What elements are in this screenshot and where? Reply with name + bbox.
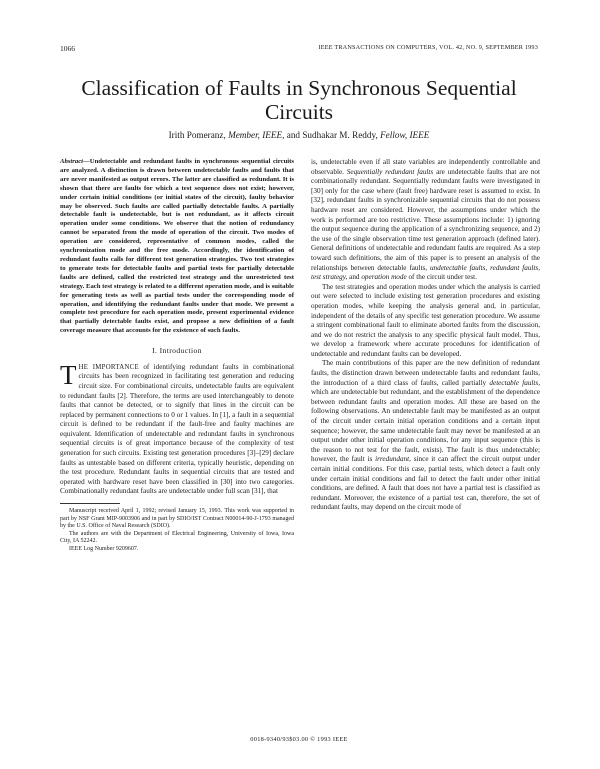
footnote-log-number: IEEE Log Number 9209607. — [69, 546, 139, 552]
rc-text: is, undetectable even if all state variables are independently controllable and observable. — [311, 158, 540, 176]
journal-header: IEEE TRANSACTIONS ON COMPUTERS, VOL. 42, NO. 9, SEPTEMBER 1993 — [318, 44, 538, 51]
rc-text: since it can affect the circuit output under certain initial conditions. For this case, partial tests, which detect a fault only under certain initial conditions and fail to detect the fault under other initial conditions, are defined. A fault that does not have a partial test is classified as redundant. Moreover, the existence of a partial test can, therefore, the set of redundant faults, may depend on the circuit mode of — [311, 455, 541, 512]
copyright-code: 0018-9340/93$03.00 © 1993 IEEE — [250, 736, 348, 743]
rc-text: and — [349, 273, 360, 282]
intro-lead: HE IMPORTANCE — [78, 363, 139, 371]
running-header — [60, 44, 538, 56]
right-paragraph-1 — [311, 158, 540, 283]
footnote-rule — [60, 503, 120, 504]
author-1-role: Member, IEEE, — [228, 130, 285, 140]
author-2: Sudhakar M. Reddy, — [302, 130, 378, 140]
author-2-role: Fellow, IEEE — [380, 130, 430, 140]
author-conj: and — [286, 130, 301, 140]
rc-term: detectable faults, — [489, 378, 541, 387]
rc-term: undetectable faults, redundant faults, test strategy, — [311, 263, 540, 282]
paper-title: Classification of Faults in Synchronous Sequential Circuits — [81, 76, 517, 124]
right-column — [311, 158, 540, 513]
section-heading-introduction: I. Introduction — [152, 346, 202, 356]
rc-term: irredundant, — [375, 455, 411, 464]
author-line — [60, 130, 538, 140]
rc-term: operation mode — [361, 273, 407, 282]
rc-text: of the circuit under test. — [408, 273, 477, 282]
right-paragraph-2: The test strategies and operation modes under which the analysis is carried out were selected to include existing test generation procedures and existing operation modes, while keeping the analysis general and, in particular, independent of the details of any specific test generation procedure. We assume a stringent combinational fault to eliminate aborted faults from the discussion, and we do not restrict the analysis to any specific physical fault model. Thus, we develop a framework where accurate procedures for identification of undetectable and redundant faults can be developed. — [311, 282, 540, 358]
page-number: 1066 — [60, 44, 75, 53]
rc-term: Sequentially redundant faults — [346, 167, 434, 176]
abstract — [60, 158, 294, 336]
intro-paragraph — [60, 359, 295, 497]
rc-text: which are undetectable but redundant, and the establishment of the dependence between redundant faults and operation modes. All these are based on the following observations. An undetectable fault may be manifested as an output of the circuit under certain initial operation conditions and a certain input sequence; however, the same undetectable fault may never be manifested at an output under other initial operation conditions, for any input sequence (this is the reason to not test for the fault, exists). The fault is thus undetectable; however, the fault is — [311, 388, 540, 464]
drop-cap: T — [60, 359, 77, 390]
intro-text: of identifying redundant faults in combinational circuits has been recognized in facilitating test generation and reducing circuit size. For combinational circuits, undetectable faults are equivalent to redundant faults [2]. Therefore, the terms are used interchangeably to denote faults that cannot be detected, or to signify that lines in the circuit can be replaced by permanent connections to 0 or 1 values. In [1], a fault in a sequential circuit is defined to be redundant if the fault-free and faulty machines are equivalent. Identification of undetectable and redundant faults in synchronous sequential circuits is of great importance because of the complexity of test generation for such circuits. Existing test generation procedures [3]–[29] declare faults as untestable based on different criteria, typically heuristic, depending on the test procedure. Redundant faults in sequential circuits that are tested and operated with hardware reset have been classified in [30] into two categories. Combinationally redundant faults are undetectable under full scan [31], that — [60, 362, 295, 496]
abstract-label: Abstract— — [60, 158, 90, 165]
right-paragraph-3 — [311, 359, 540, 513]
author-1: Irith Pomeranz, — [168, 130, 226, 140]
footnote-affiliation: The authors are with the Department of Electrical Engineering, University of Iowa, Iowa City, IA 52242. — [60, 530, 294, 545]
footnote-manuscript: Manuscript received April 1, 1992; revised January 15, 1993. This work was supported in part by NSF Grant MIP-9003906 and in part by SDIO/IST Contract N00014-90-J-1793 managed by the U.S. Office of Naval Research (SDIO). — [60, 508, 294, 530]
rc-text: The main contributions of this paper are the new definition of redundant faults, the distinction drawn between undetectable faults and redundant faults, the introduction of a third class of faults, called partially — [311, 359, 540, 387]
left-column — [60, 158, 294, 554]
abstract-text: Undetectable and redundant faults in synchronous sequential circuits are analyzed. A distinction is drawn between undetectable faults and faults that are never manifested as output errors. The latter are classified as redundant. It is shown that there are faults for which a test sequence does not exist; however, under certain initial conditions (or initial states of the circuit), faulty behavior may be observed. Such faults are called partially detectable faults. A partially detectable fault is undetectable, but is not redundant, as it affects circuit operation under some conditions. We observe that the notion of redundancy cannot be separated from the mode of operation of the circuit. Two modes of operation are considered, representative of common modes, called the synchronization mode and the free mode. Accordingly, the identification of redundant faults calls for different test generation strategies. Two test strategies to generate tests for detectable faults and partial tests for partially detectable faults are defined, called the restricted test strategy and the unrestricted test strategy. Each test strategy is related to a different operation mode, and is suitable for generating tests as well as partial tests under the corresponding mode of operation, and identifying the redundant faults under that mode. We present a complete test procedure for each operation mode, present experimental evidence that partially detectable faults exist, and propose a new definition of a fault coverage measure that accounts for the existence of such faults. — [60, 158, 294, 335]
rc-text: are undetectable faults that are not combinationally redundant. Sequentially redundant faults were investigated in [30] only for the case where (fault free) hardware reset is assumed to exist. In [32], redundant faults in synchronizable sequential circuits that do not possess hardware reset are considered. However, the assumptions under which the work is performed are too restrictive. These assumptions include: 1) ignoring the output sequence during the application of a synchronizing sequence, and 2) the use of the single observation time test generation approach (defined later). General definitions of undetectable and redundant faults are required. As a step toward such definitions, the aim of this paper is to present an analysis of the relationships between detectable faults, — [311, 167, 541, 272]
